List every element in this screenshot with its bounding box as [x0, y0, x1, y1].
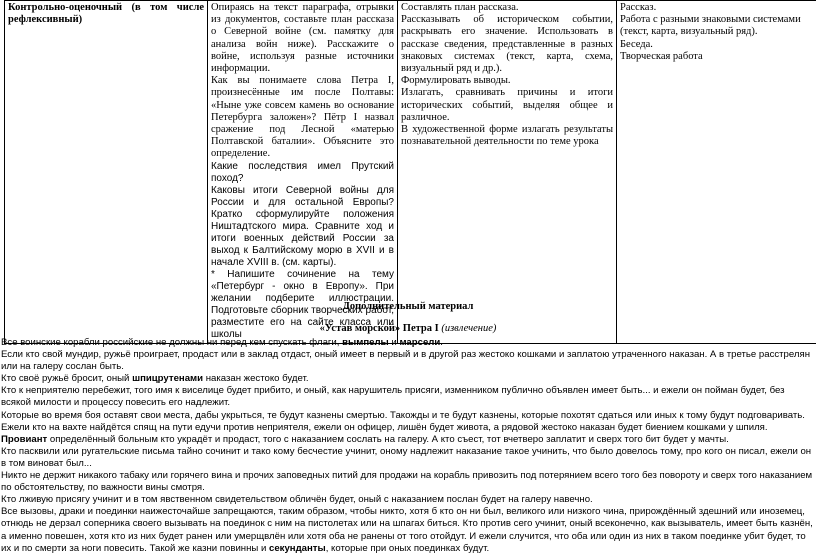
content-cell [208, 1, 398, 344]
term-pennants: вымпелы [342, 337, 389, 348]
content-text-3: Какие последствия имел Прутский поход? [211, 161, 394, 185]
activity-text-3: Формулировать выводы. [401, 75, 613, 87]
paragraph [1, 506, 813, 554]
term-topsails: марсели [399, 337, 440, 348]
form-cell [617, 1, 816, 344]
activity-text-2: Рассказывать об историческом событии, раскрывать его значение. Использовать в рассказе сведения, представленные в разных знаковых системах (текст, карта, схема, визуальный ряд и др.). [401, 14, 613, 75]
activity-text-5: В художественной форме излагать результаты познавательной деятельности по теме урока [401, 124, 613, 148]
content-text-5: * Напишите сочинение на тему «Петербург - окно в Европу». При желании подберите иллюстрации. Подготовьте сборник творческих работ, разместите его на сайте класса или школы [211, 269, 394, 341]
lesson-table [4, 0, 816, 344]
text-run: Все воинские корабли российские не должны ни перед кем спускать флаги, [1, 337, 342, 348]
text-run: определённый больным кто украдёт и продаст, того с наказанием сослать на галеру. А кто съест, тот вчетверо заплатит и сверх того бит будет у мачты. [47, 434, 729, 445]
form-text-2: Работа с разными знаковыми системами (текст, карта, визуальный ряд). [620, 14, 814, 38]
form-text-4: Творческая работа [620, 51, 814, 63]
paragraph: Кто лживую присягу учинит и в том явственном свидетельством обличён будет, оный с наказанием послан будет на галеру навечно. [1, 494, 813, 506]
paragraph: Которые во время боя оставят свои места, дабы укрыться, те будут казнены смертью. Такожды и те будут казнены, которые похотят сдаться или иных к тому будут подговаривать. [1, 410, 813, 422]
activity-text-4: Излагать, сравнивать причины и итоги исторических событий, выделяя общее и различное. [401, 87, 613, 124]
ustav-text [1, 337, 813, 555]
content-text-1: Опираясь на текст параграфа, отрывки из документов, составьте план рассказа о Северной войне (см. памятку для анализа войн ниже). Расскажите о войне, используя разные источники информации. [211, 2, 394, 75]
table-row [5, 1, 816, 344]
stage-name: Контрольно-оценочный (в том числе рефлексивный) [8, 2, 204, 27]
text-run: , которые при оных поединках будут. [326, 543, 489, 554]
extra-material-heading: Дополнительный материал [0, 301, 816, 313]
term-provisions: Провиант [1, 434, 47, 445]
paragraph: Ежели кто на вахте найдётся спящ на пути едучи против неприятеля, ежели он офицер, лишён будет живота, а рядовой жестоко наказан будет биением кошками у шпиля. [1, 422, 813, 434]
activity-text-1: Составлять план рассказа. [401, 2, 613, 14]
paragraph [1, 337, 813, 349]
form-text-3: Беседа. [620, 39, 814, 51]
paragraph: Кто к неприятелю перебежит, того имя к виселице будет прибито, и оный, как нарушитель присяги, изменником публично объявлен имеет быть... и ежели он пойман будет, без всякой милости и процессу повесить его надлежит. [1, 385, 813, 409]
text-run: наказан жестоко будет. [203, 373, 308, 384]
content-text-4: Каковы итоги Северной войны для России и для остальной Европы? Кратко сформулируйте положения Ништадтского мира. Сравните ход и итоги военных действий России за выход к Балтийскому морю в XVII и в начале XVIII в. (см. карты). [211, 185, 394, 269]
text-run: . [440, 337, 443, 348]
ustav-title: «Устав морской» Петра I [320, 323, 439, 334]
text-run: и [389, 337, 400, 348]
term-seconds: секунданты [269, 543, 326, 554]
text-run: Кто своё ружьё бросит, оный [1, 373, 132, 384]
text-run: Все вызовы, драки и поединки наижесточайше запрещаются, таким образом, чтобы никто, хотя б кто он ни был, великого или низкого чина, прирождённый здешний или иноземец, отнюдь не дерзал соперника своего вызывать на поединок с ним на пистолетах или на шпагах биться. Кто против сего учинит, оный всеконечно, как вызыватель, имеет быть казнён, а именно повешен, хотя кто из них будет ранен или умерщвлён или хотя оба не ранены от того отойдут. И ежели случится, что оба или один из них в таком поединке убит будет, то их и по смерти за ноги повесить. Такой же казни повинны и [1, 506, 813, 553]
form-text-1: Рассказ. [620, 2, 814, 14]
paragraph: Кто пасквили или ругательские письма тайно сочинит и тако кому бесчестие учинит, оному надлежит наказание такое учинить, что было довелось тому, про кого он писал, ежели он в том виноват был... [1, 446, 813, 470]
paragraph [1, 434, 813, 446]
ustav-heading [0, 323, 816, 335]
stage-cell [5, 1, 208, 344]
ustav-subtitle: (извлечение) [441, 323, 496, 334]
paragraph: Никто не держит никакого табаку или горячего вина и прочих заповедных питий для продажи на корабль привозить под потерянием всего того без повороту и сверх того наказанием по обстоятельству, по важности вины смотря. [1, 470, 813, 494]
paragraph [1, 373, 813, 385]
content-text-2: Как вы понимаете слова Петра I, произнесённые им после Полтавы: «Ныне уже совсем камень во основание Петербурга заложен»? Пётр I назвал сражение под Лесной «матерью Полтавской баталии». Объясните это определение. [211, 75, 394, 160]
activity-cell [398, 1, 617, 344]
term-gauntlet: шпицрутенами [132, 373, 203, 384]
paragraph: Если кто свой мундир, ружьё проиграет, продаст или в заклад отдаст, оный имеет в первый и в другой раз жестоко кошками и заплатою утраченного наказан. А в третье расстрелян или на галеру сослан быть. [1, 349, 813, 373]
